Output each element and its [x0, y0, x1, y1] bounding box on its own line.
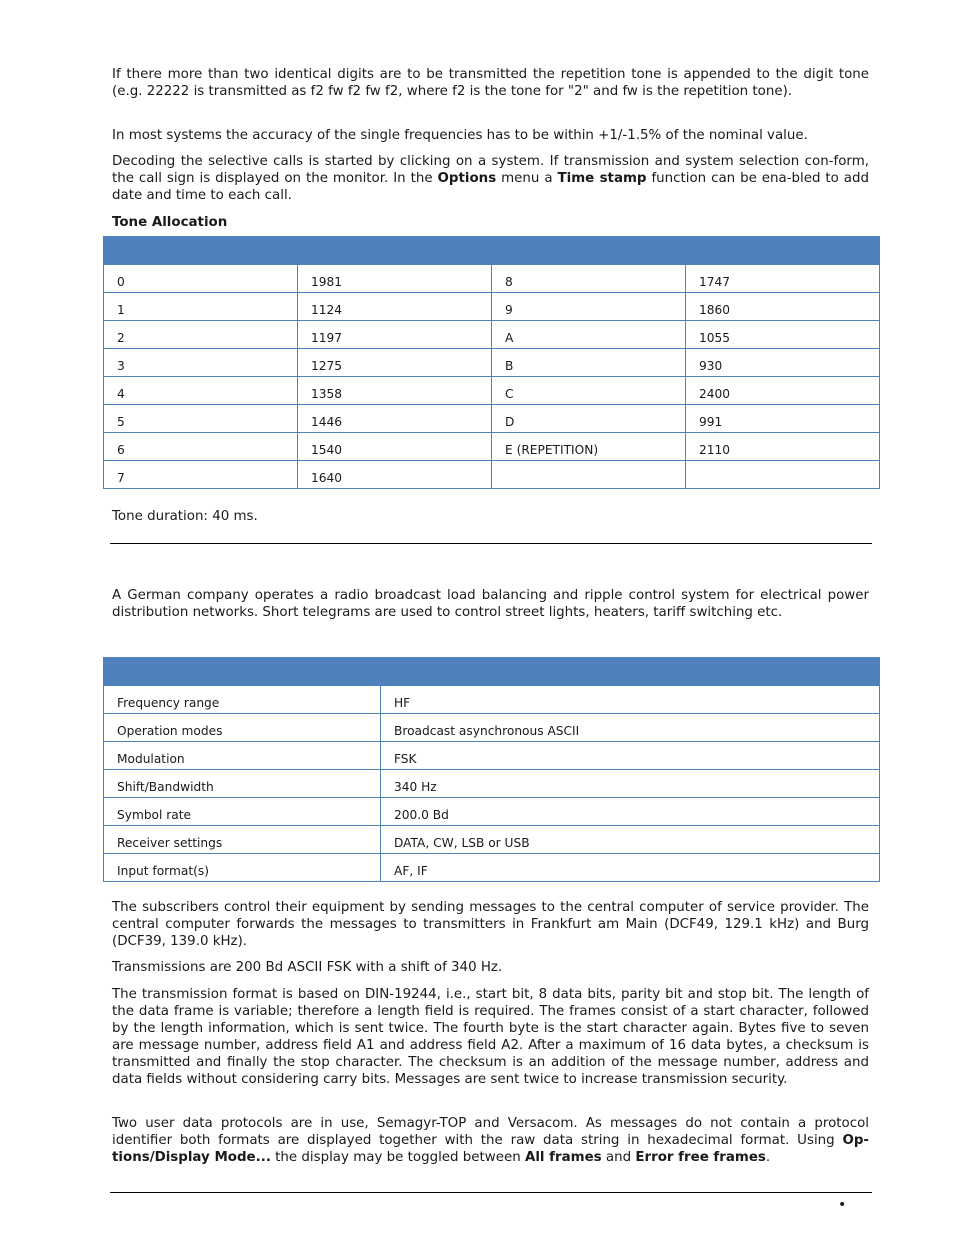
options-menu-ref: Options [437, 171, 497, 186]
table-cell: 4 [104, 377, 298, 405]
parameters-table-row [104, 686, 880, 714]
table-cell: 1197 [298, 321, 492, 349]
footer-rule [110, 1192, 872, 1193]
table-cell: 5 [104, 405, 298, 433]
table-cell: Input format(s) [104, 854, 381, 882]
table-cell: 8 [492, 265, 686, 293]
section-divider [110, 543, 872, 544]
footer-bullet: • [838, 1197, 847, 1213]
paragraph-frequency-accuracy: In most systems the accuracy of the single frequencies has to be within +1/-1.5% of the nominal value. [112, 128, 808, 143]
table-cell: 6 [104, 433, 298, 461]
table-cell: 3 [104, 349, 298, 377]
table-cell: 2110 [686, 433, 880, 461]
all-frames-ref: All frames [524, 1150, 602, 1165]
table-cell: B [492, 349, 686, 377]
table-cell: 1275 [298, 349, 492, 377]
parameters-table-header [104, 658, 880, 686]
table-cell: 1860 [686, 293, 880, 321]
table-cell: Symbol rate [104, 798, 381, 826]
table-cell: Receiver settings [104, 826, 381, 854]
table-cell: AF, IF [381, 854, 880, 882]
table-cell: A [492, 321, 686, 349]
tone-table-row [104, 461, 880, 489]
tone-table-row [104, 321, 880, 349]
table-cell: HF [381, 686, 880, 714]
table-cell: 7 [104, 461, 298, 489]
parameters-table-row [104, 742, 880, 770]
paragraph-transmissions: Transmissions are 200 Bd ASCII FSK with a shift of 340 Hz. [112, 960, 503, 975]
table-cell: FSK [381, 742, 880, 770]
table-cell: 9 [492, 293, 686, 321]
parameters-table-row [104, 714, 880, 742]
parameters-table-row [104, 798, 880, 826]
table-cell: 1747 [686, 265, 880, 293]
paragraph-intro: A German company operates a radio broadcast load balancing and ripple control system for electrical power distribution networks. Short telegrams are used to control street lights, heaters, tariff switching etc. [112, 588, 869, 620]
table-cell: 1 [104, 293, 298, 321]
paragraph-repetition-tone: If there more than two identical digits are to be transmitted the repetition tone is appended to the digit tone (e.g. 22222 is transmitted as f2 fw f2 fw f2, where f2 is the tone for "2" and fw is the repetition tone). [112, 67, 869, 99]
table-cell: 1055 [686, 321, 880, 349]
table-cell [686, 461, 880, 489]
table-cell: 340 Hz [381, 770, 880, 798]
paragraph-transmission-format: The transmission format is based on DIN-19244, i.e., start bit, 8 data bits, parity bit and stop bit. The length of the data frame is variable; therefore a length field is required. The frames consist of a start character, followed by the length information, which is sent twice. The fourth byte is the start character again. Bytes five to seven are message number, address field A1 and address field A2. After a maximum of 16 data bytes, a checksum is transmitted and finally the stop character. The checksum is an addition of the message number, address and data fields without considering carry bits. Messages are sent twice to increase transmission security. [112, 987, 869, 1087]
table-cell: Modulation [104, 742, 381, 770]
table-cell: Broadcast asynchronous ASCII [381, 714, 880, 742]
table-cell: 1124 [298, 293, 492, 321]
tone-table-row [104, 377, 880, 405]
table-cell: 1540 [298, 433, 492, 461]
tone-table-row [104, 265, 880, 293]
time-stamp-ref: Time stamp [557, 171, 647, 186]
table-cell: 930 [686, 349, 880, 377]
parameters-table [103, 657, 880, 882]
parameters-table-row [104, 770, 880, 798]
tone-table-row [104, 293, 880, 321]
table-cell: Shift/Bandwidth [104, 770, 381, 798]
display-mode-ref: Op-tions/Display Mode... [112, 1133, 869, 1165]
table-cell: 1640 [298, 461, 492, 489]
table-cell: 1358 [298, 377, 492, 405]
table-cell: DATA, CW, LSB or USB [381, 826, 880, 854]
paragraph-subscribers: The subscribers control their equipment by sending messages to the central computer of service provider. The central computer forwards the messages to transmitters in Frankfurt am Main (DCF49, 129.1 kHz) and Burg (DCF39, 139.0 kHz). [112, 900, 869, 949]
error-free-frames-ref: Error free frames [635, 1150, 766, 1165]
table-cell: Operation modes [104, 714, 381, 742]
table-cell: 1446 [298, 405, 492, 433]
table-cell: 1981 [298, 265, 492, 293]
table-cell: E (REPETITION) [492, 433, 686, 461]
table-cell: 2 [104, 321, 298, 349]
tone-table-row [104, 433, 880, 461]
table-cell: 991 [686, 405, 880, 433]
paragraph-decoding: Decoding the selective calls is started by clicking on a system. If transmission and system selection con-form, the call sign is displayed on the monitor. In the Options menu a Time stamp function can be ena-bled to add date and time to each call. [112, 154, 870, 203]
tone-allocation-heading: Tone Allocation [112, 215, 228, 230]
tone-table-row [104, 349, 880, 377]
table-cell [492, 461, 686, 489]
parameters-table-row [104, 826, 880, 854]
table-cell: 0 [104, 265, 298, 293]
table-cell: C [492, 377, 686, 405]
tone-allocation-table [103, 236, 880, 489]
paragraph-protocols: Two user data protocols are in use, Semagyr-TOP and Versacom. As messages do not contain a protocol identifier both formats are displayed together with the raw data string in hexadecimal format. Using Op-tions/Display Mode... the display may be toggled between All frames and Error free frames. [112, 1116, 869, 1165]
tone-table-row [104, 405, 880, 433]
tone-table-header [104, 237, 880, 265]
table-cell: D [492, 405, 686, 433]
parameters-table-row [104, 854, 880, 882]
table-cell: 2400 [686, 377, 880, 405]
table-cell: 200.0 Bd [381, 798, 880, 826]
table-cell: Frequency range [104, 686, 381, 714]
tone-duration: Tone duration: 40 ms. [112, 509, 258, 524]
